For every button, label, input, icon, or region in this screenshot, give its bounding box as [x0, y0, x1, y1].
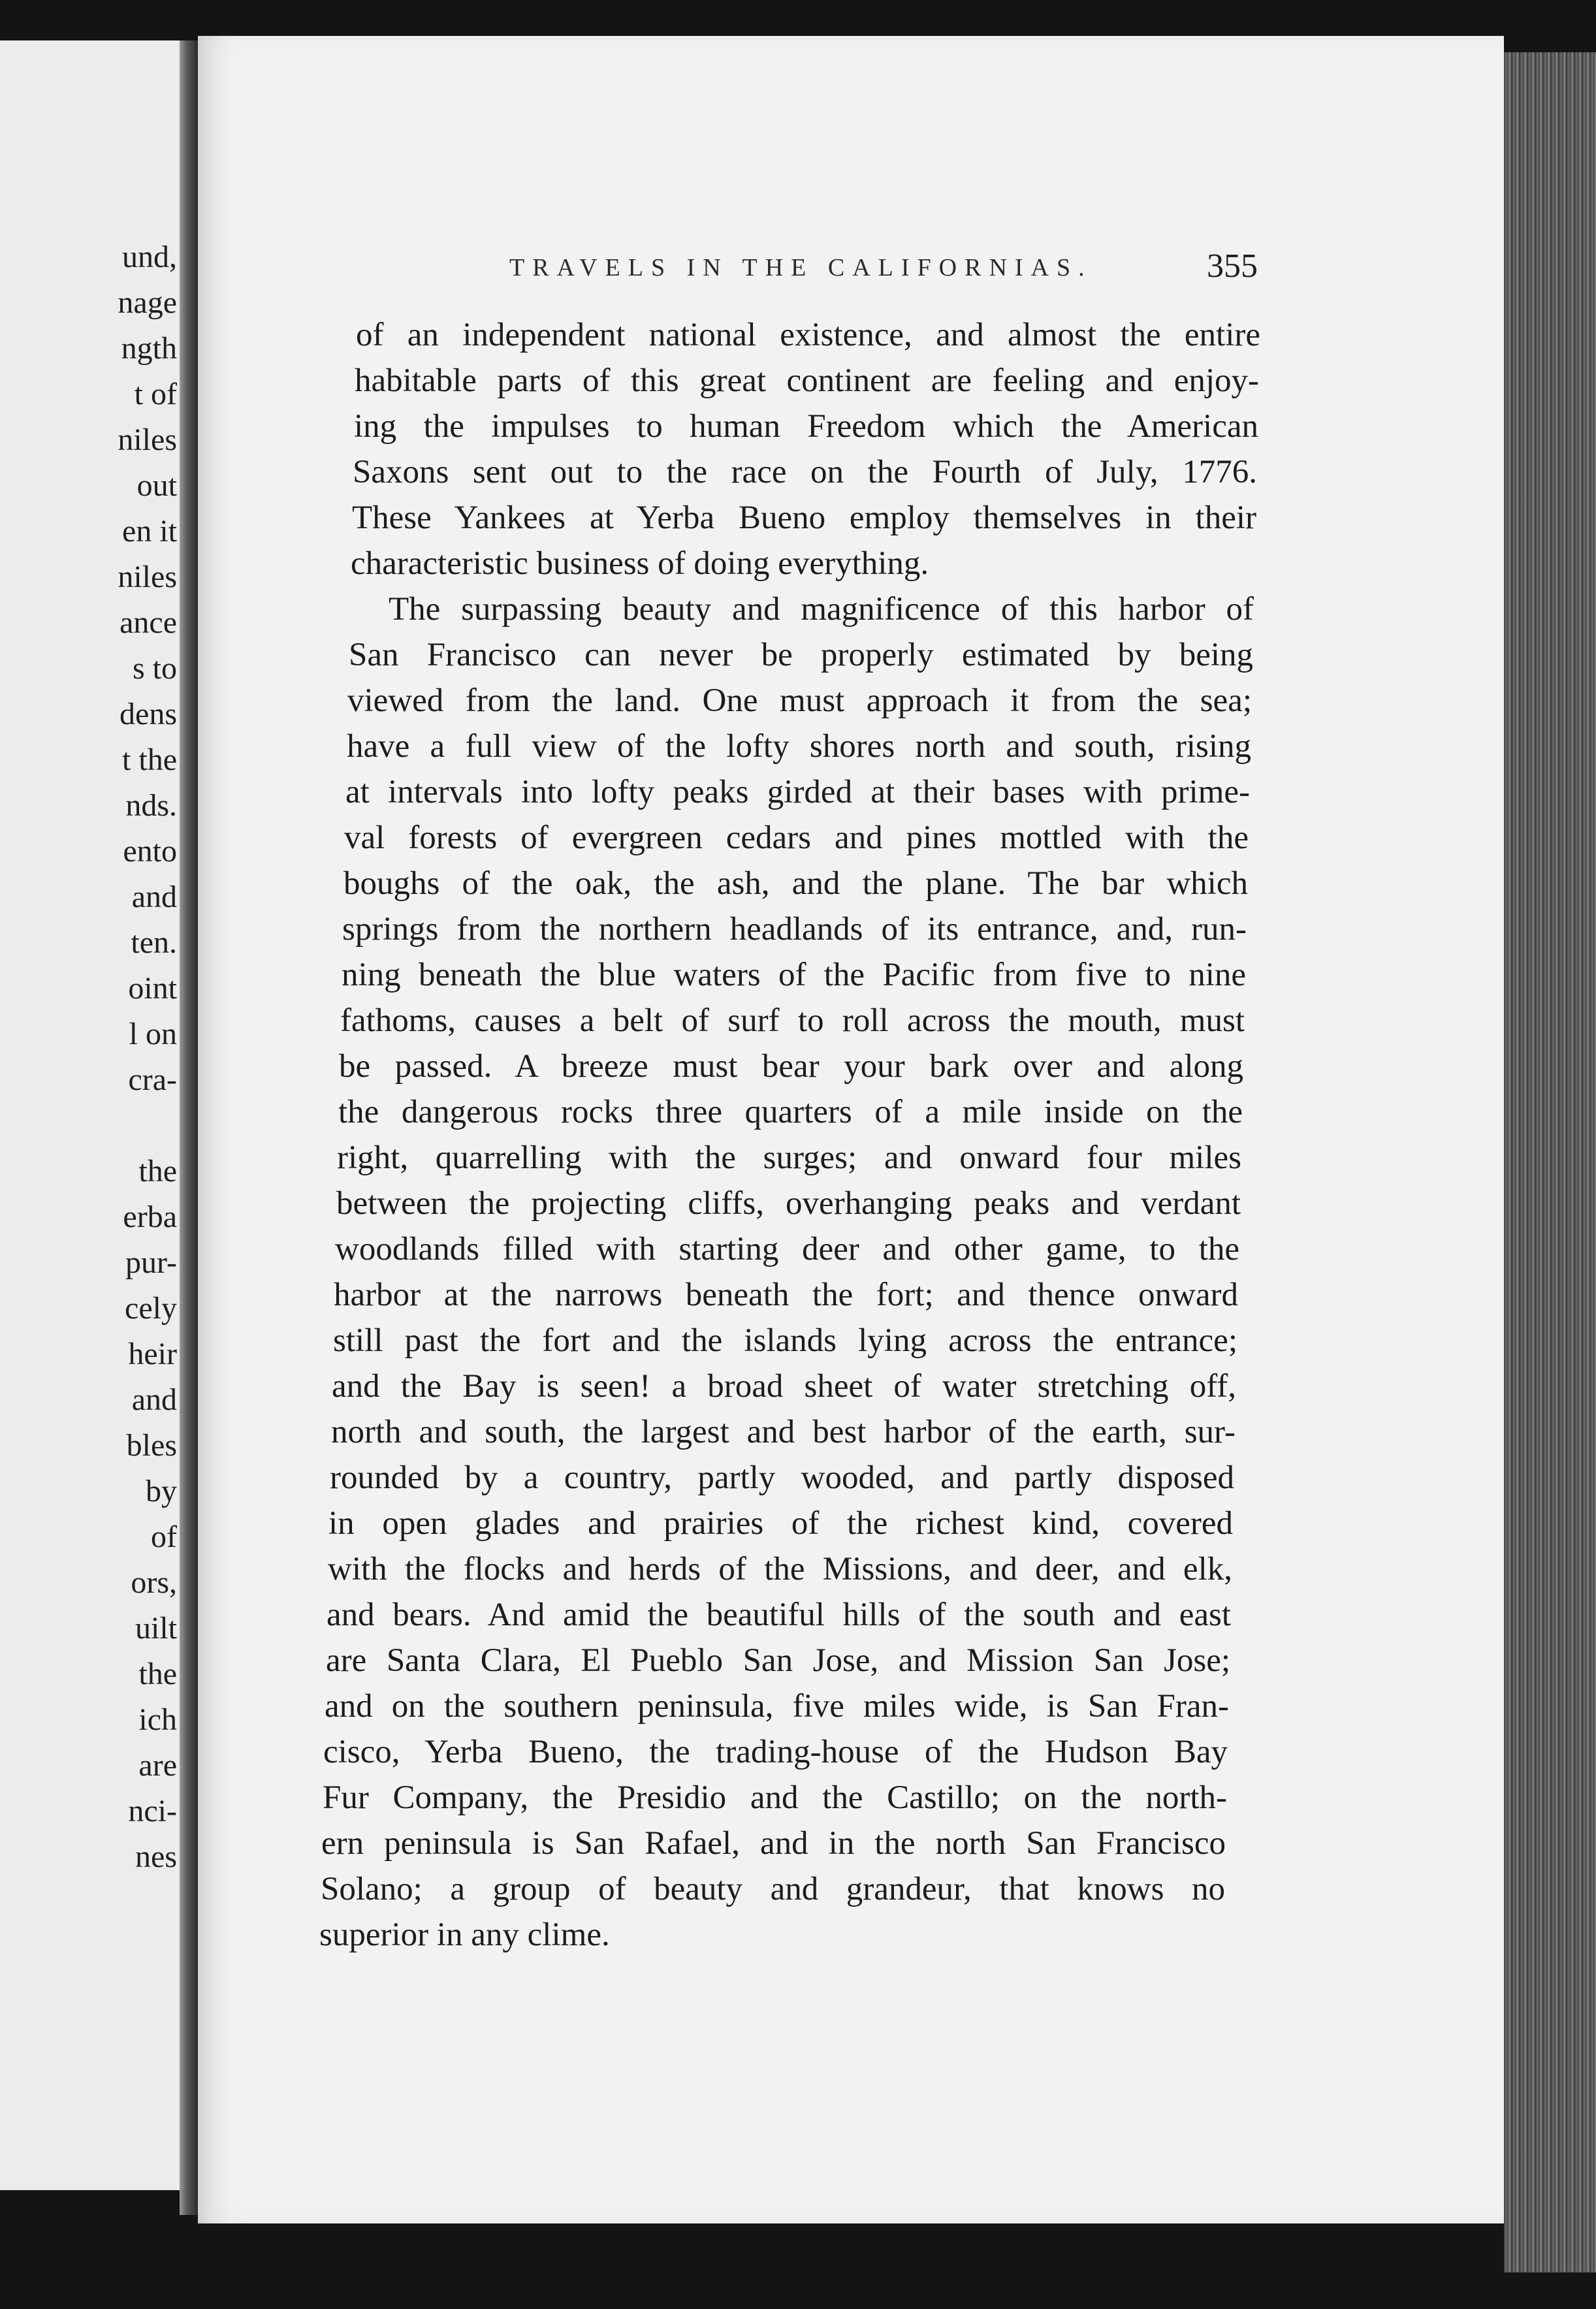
text-line: between the projecting cliffs, overhanging peaks and verdant [336, 1185, 1241, 1222]
text-line: cisco, Yerba Bueno, the trading-house of the Hudson Bay [323, 1734, 1228, 1770]
text-line: in open glades and prairies of the richest kind, covered [328, 1505, 1233, 1542]
text-line: have a full view of the lofty shores north and south, rising [347, 728, 1251, 765]
left-page-line: out [136, 468, 177, 503]
left-page-line: cra- [128, 1062, 177, 1097]
text-line: ing the impulses to human Freedom which the American [354, 408, 1258, 445]
left-page-line: niles [118, 560, 177, 594]
left-page-line: ten. [131, 925, 177, 960]
left-page-line: t of [134, 377, 177, 411]
left-page-line: oint [128, 971, 177, 1006]
left-page-line: niles [118, 422, 177, 457]
left-page-line: dens [120, 697, 177, 731]
left-page-line: en it [122, 514, 177, 549]
text-line: fathoms, causes a belt of surf to roll across the mouth, must [340, 1002, 1245, 1039]
left-page-line: the [138, 1657, 177, 1691]
page-number: 355 [1207, 247, 1258, 285]
text-line: woodlands filled with starting deer and other game, to the [335, 1231, 1239, 1267]
left-page-line: pur- [125, 1245, 177, 1280]
left-page-line: bles [126, 1428, 177, 1463]
text-line: with the flocks and herds of the Missions, and deer, and elk, [328, 1551, 1232, 1587]
text-line: rounded by a country, partly wooded, and partly disposed [330, 1459, 1234, 1496]
text-line: the dangerous rocks three quarters of a mile inside on the [338, 1094, 1243, 1130]
text-line: springs from the northern headlands of its entrance, and, run- [342, 911, 1247, 947]
left-page-line: ance [120, 605, 177, 640]
left-page-line: by [146, 1474, 177, 1508]
left-page-line: cely [125, 1291, 177, 1326]
text-line: ning beneath the blue waters of the Pacific from five to nine [342, 957, 1246, 993]
text-line: habitable parts of this great continent are feeling and enjoy- [355, 362, 1259, 399]
left-page-line: are [138, 1748, 177, 1783]
text-line: and bears. And amid the beautiful hills of the south and east [327, 1597, 1231, 1633]
left-page-line: nds. [125, 788, 177, 823]
page-fore-edge [1504, 52, 1596, 2272]
text-line: Fur Company, the Presidio and the Castillo; on the north- [323, 1779, 1227, 1816]
running-head: TRAVELS IN THE CALIFORNIAS. [509, 254, 1093, 281]
left-page-line: nes [135, 1839, 177, 1874]
left-page-line: t the [122, 742, 177, 777]
text-line: and on the southern peninsula, five miles wide, is San Fran- [325, 1688, 1229, 1725]
text-line: boughs of the oak, the ash, and the plane. The bar which [343, 865, 1248, 902]
left-page-line: and [131, 1382, 177, 1417]
left-page-line: and [131, 880, 177, 914]
left-page-line: of [151, 1520, 177, 1554]
text-line: are Santa Clara, El Pueblo San Jose, and Mission San Jose; [326, 1642, 1230, 1679]
left-page-line: ento [123, 834, 177, 868]
text-line: right, quarrelling with the surges; and onward four miles [337, 1139, 1241, 1176]
left-page-line: uilt [135, 1611, 177, 1646]
text-line: Saxons sent out to the race on the Fourth of July, 1776. [353, 454, 1257, 490]
book-gutter [180, 40, 198, 2215]
text-line: of an independent national existence, and almost the entire [356, 317, 1260, 353]
left-page-line: ors, [131, 1565, 177, 1600]
left-page-line: und, [122, 240, 177, 274]
text-line: and the Bay is seen! a broad sheet of water stretching off, [332, 1368, 1236, 1405]
text-line: at intervals into lofty peaks girded at their bases with prime- [345, 774, 1250, 810]
left-page-line: erba [123, 1200, 177, 1234]
text-line: viewed from the land. One must approach it from the sea; [347, 682, 1252, 719]
left-page-line: nage [118, 285, 177, 320]
left-page-line: the [138, 1154, 177, 1188]
text-line: characteristic business of doing everything. [351, 545, 929, 582]
text-line: still past the fort and the islands lying across the entrance; [333, 1322, 1237, 1359]
text-line: superior in any clime. [319, 1917, 610, 1953]
left-page-line: ngth [121, 331, 177, 366]
text-line: Solano; a group of beauty and grandeur, that knows no [321, 1871, 1225, 1907]
text-line: The surpassing beauty and magnificence of this harbor of [389, 591, 1254, 628]
left-page-line: nci- [128, 1794, 177, 1828]
text-line: San Francisco can never be properly estimated by being [349, 637, 1253, 673]
text-line: These Yankees at Yerba Bueno employ themselves in their [352, 500, 1256, 536]
text-line: north and south, the largest and best harbor of the earth, sur- [331, 1414, 1236, 1450]
left-page-line: ich [138, 1702, 177, 1737]
text-line: val forests of evergreen cedars and pines mottled with the [344, 820, 1249, 856]
text-line: be passed. A breeze must bear your bark over and along [339, 1048, 1243, 1085]
left-page-line: s to [132, 651, 177, 686]
text-line: harbor at the narrows beneath the fort; and thence onward [334, 1277, 1238, 1313]
left-page-line: heir [128, 1337, 177, 1371]
left-page [0, 40, 180, 2190]
text-line: ern peninsula is San Rafael, and in the north San Francisco [321, 1825, 1226, 1862]
left-page-line: l on [129, 1017, 177, 1051]
